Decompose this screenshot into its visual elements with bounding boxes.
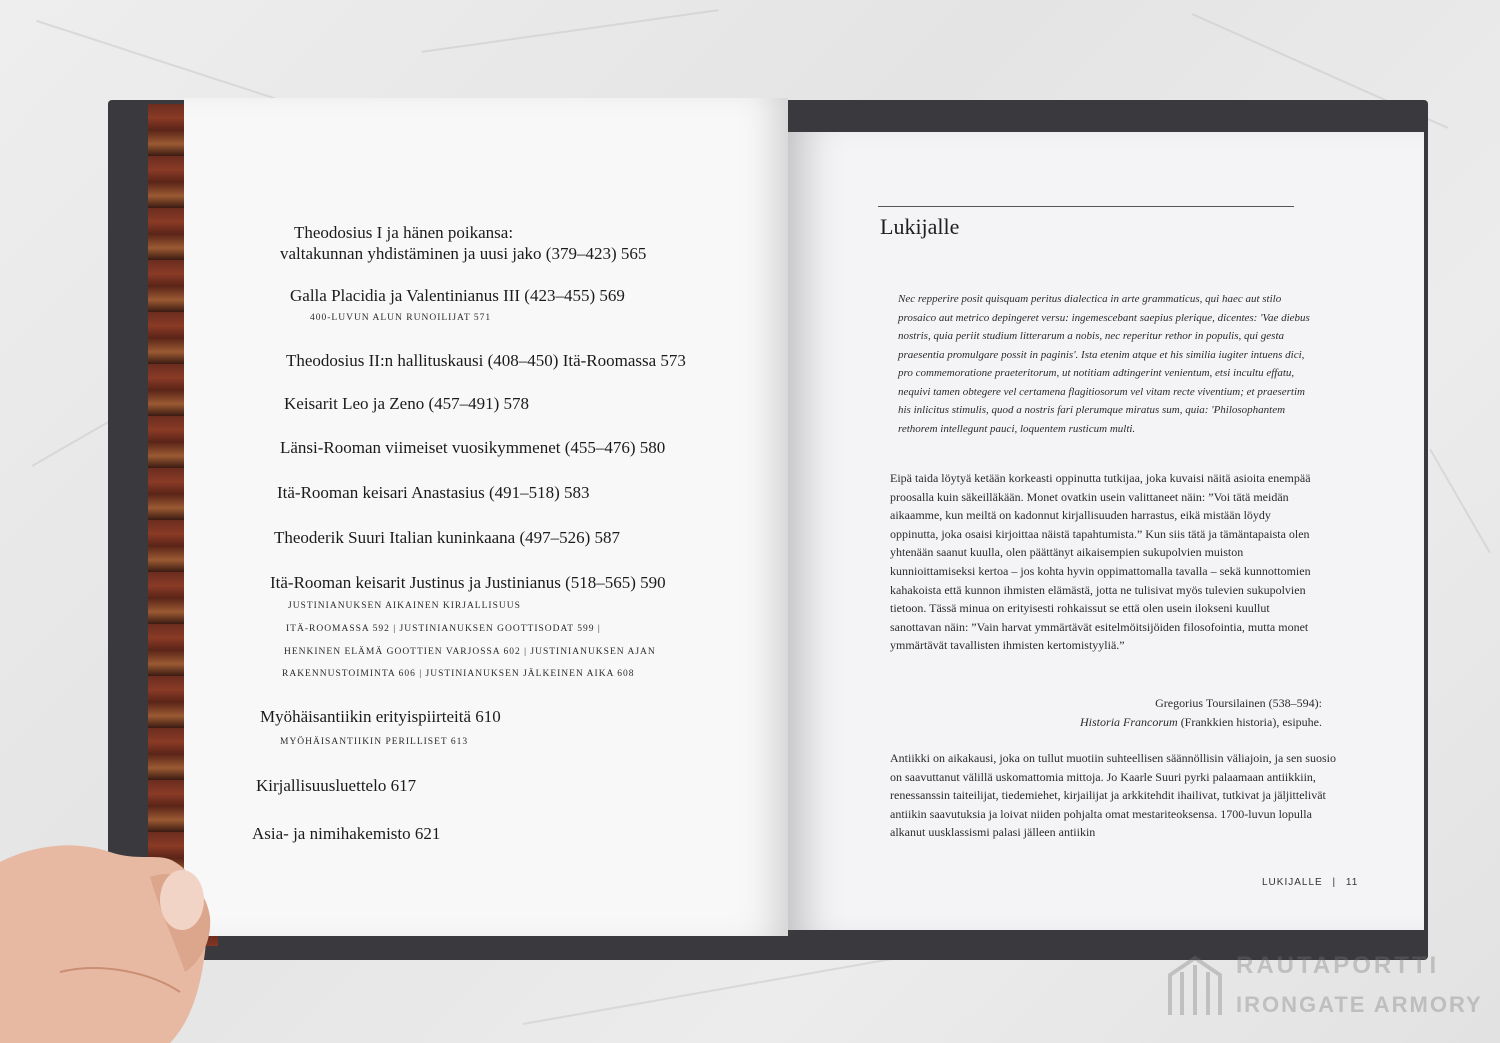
toc-entry-line: valtakunnan yhdistäminen ja uusi jako (379–423) 565 — [280, 244, 647, 263]
toc-entry: Kirjallisuusluettelo 617 — [256, 776, 417, 795]
toc-entry: Theodosius II:n hallituskausi (408–450) Itä-Roomassa 573 — [286, 351, 686, 370]
page-heading: Lukijalle — [880, 214, 960, 239]
page-number: 11 — [1345, 877, 1359, 888]
toc-entry: Myöhäisantiikin erityispiirteitä 610 — [260, 707, 501, 726]
toc-entry: Itä-Rooman keisarit Justinus ja Justinianus (518–565) 590 — [270, 573, 666, 592]
toc-entry: Keisarit Leo ja Zeno (457–491) 578 — [284, 394, 530, 413]
toc-entry: Länsi-Rooman viimeiset vuosikymmenet (455–476) 580 — [280, 438, 666, 457]
toc-subentry: 400-LUVUN ALUN RUNOILIJAT 571 — [310, 313, 492, 323]
watermark-subtitle: IRONGATE ARMORY — [1236, 992, 1483, 1017]
epigraph-translation: Eipä taida löytyä ketään korkeasti oppinutta tutkijaa, joka kuvaisi näitä asioita enempää proosalla kuin säkeilläkään. Monet ovatkin usein valittaneet näin: ”Voi tätä meidän aikaamme, kun meiltä on kadonnut kirjallisuuden harrastus, eikä mistään löydy oppinutta, joka osaisi kirjoittaa näistä tapahtumista.” Kun siis tätä ja tämäntapaista olen yhtenään saanut kuulla, olen päättänyt aikaisempien sukupolvien muiston kunnioittamiseksi kertoa – jos kohta hyvin oppimattomalla tavalla – sekä kunnottomien kahakoista että kunnon ihmisten elämästä, jotta ne tulisivat myös tulevien sukupolvien tietoon. Tässä minua on erityisesti rohkaissut se että olen usein ilokseni kuullut sanottavan näin: ”Vain harvat ymmärtävät esitelmöitsijöiden filosofointia, mutta monet ymmärtävät tavallisten ihmisten kertomistyyliä.” — [890, 471, 1311, 653]
watermark-brand: RAUTAPORTTI — [1236, 952, 1440, 979]
toc-entry-line: Theodosius I ja hänen poikansa: — [294, 223, 514, 242]
hand-holding-book — [0, 822, 230, 1043]
toc-entry: Galla Placidia ja Valentinianus III (423–455) 569 — [290, 286, 625, 305]
gate-logo-icon — [1160, 950, 1230, 1020]
heading-rule — [878, 206, 1294, 207]
marble-vein — [421, 9, 718, 53]
attribution-title: Historia Francorum — [1080, 714, 1178, 729]
marble-vein — [523, 957, 898, 1025]
footer-separator: | — [1332, 877, 1337, 888]
latin-epigraph: Nec repperire posit quisquam peritus dialectica in arte grammaticus, qui haec aut stilo prosaico aut metrico depingeret versu: ingemescebant saepius plerique, dicentes: 'Vae diebus nostris, quia periit studium litterarum a nobis, nec reperitur rethor in populis, qui gesta praesentia promulgare possit in paginis'. Ista etenim atque et his similia iugiter intuens dici, pro commemoratione praeteritorum, ut notitiam adtingerint venientum, etsi incultu effatu, nequivi tamen obtegere vel certamena flagitiosorum vel vitam recte viventium; et praesertim his inlicitus stimulis, quod a nostris fari plerumque miratus sum, quia: 'Philosophantem rethorem intellegunt pauci, loquentem rusticum multi. — [898, 293, 1310, 435]
toc-subentry: HENKINEN ELÄMÄ GOOTTIEN VARJOSSA 602 | JUSTINIANUKSEN AJAN — [284, 647, 656, 657]
marble-vein — [1429, 449, 1491, 554]
attribution-rest: (Frankkien historia), esipuhe. — [1177, 714, 1322, 729]
toc-subentry: ITÄ-ROOMASSA 592 | JUSTINIANUKSEN GOOTTISODAT 599 | — [286, 624, 601, 634]
toc-subentry: RAKENNUSTOIMINTA 606 | JUSTINIANUKSEN JÄLKEINEN AIKA 608 — [282, 669, 635, 679]
toc-subentry: MYÖHÄISANTIIKIN PERILLISET 613 — [280, 737, 469, 747]
toc-entry: Theoderik Suuri Italian kuninkaana (497–526) 587 — [274, 528, 621, 547]
running-head: LUKIJALLE — [1262, 877, 1323, 888]
page-footer — [1262, 877, 1358, 888]
attribution-source — [890, 713, 1322, 732]
toc-entry: Asia- ja nimihakemisto 621 — [252, 824, 441, 843]
toc-entry: Itä-Rooman keisari Anastasius (491–518) 583 — [277, 483, 590, 502]
toc-subentry: JUSTINIANUKSEN AIKAINEN KIRJALLISUUS — [288, 601, 521, 611]
marble-vein — [36, 20, 284, 102]
attribution-author: Gregorius Toursilainen (538–594): — [1155, 696, 1322, 710]
body-paragraph: Antiikki on aikakausi, joka on tullut muotiin suhteellisen säännöllisin väliajoin, ja sen suosio on saavuttanut välillä uskomattomia mittoja. Jo Kaarle Suuri pyrki palaamaan antiikkiin, renessanssin taiteilijat, tiedemiehet, kirjailijat ja arkkitehdit ihailivat, tutkivat ja jäljittelivät antiikin saavutuksia ja loivat niiden pohjalta omat mestariteoksensa. 1700-luvun lopulla alkanut uusklassismi palasi jälleen antiikin — [890, 751, 1336, 840]
epigraph-attribution — [890, 694, 1322, 731]
